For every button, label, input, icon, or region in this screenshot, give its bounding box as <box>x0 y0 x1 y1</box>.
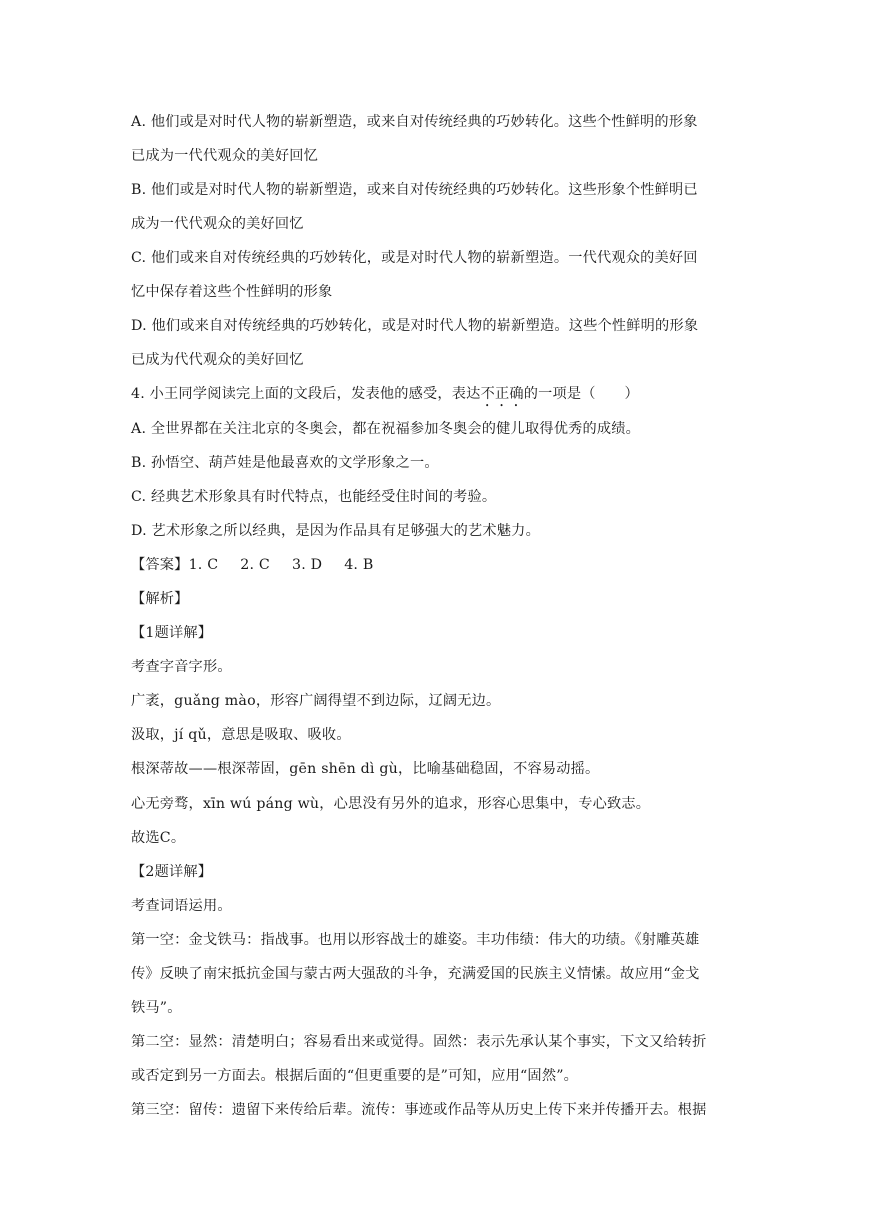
question-4-stem-post: 的一项是（ ） <box>523 386 639 402</box>
option-3c-line2: 忆中保存着这些个性鲜明的形象 <box>131 284 333 300</box>
question-4-stem-pre: 4. 小王同学阅读完上面的文段后，发表他的感受，表达 <box>131 386 481 402</box>
option-3c-line1: C. 他们或来自对传统经典的巧妙转化，或是对时代人物的崭新塑造。一代代观众的美好回 <box>131 250 698 266</box>
option-3a-line2: 已成为一代代观众的美好回忆 <box>131 148 319 164</box>
q2-line3: 传》反映了南宋抵抗金国与蒙古两大强敌的斗争，充满爱国的民族主义情愫。故应用“金戈 <box>131 966 700 982</box>
option-4d: D. 艺术形象之所以经典，是因为作品具有足够强大的艺术魅力。 <box>131 523 540 539</box>
answer-4: 4. B <box>344 557 374 573</box>
q1-line5: 心无旁骛，xīn wú páng wù，心思没有另外的追求，形容心思集中，专心致志。 <box>131 796 651 812</box>
q1-line4: 根深蒂故——根深蒂固，gēn shēn dì gù，比喻基础稳固，不容易动摇。 <box>131 761 600 777</box>
option-3b-line1: B. 他们或是对时代人物的崭新塑造，或来自对传统经典的巧妙转化。这些形象个性鲜明已 <box>131 182 698 198</box>
q2-line4: 铁马”。 <box>131 1000 182 1016</box>
option-4c: C. 经典艺术形象具有时代特点，也能经受住时间的考验。 <box>131 489 497 505</box>
q1-line1: 考查字音字形。 <box>131 659 232 675</box>
q2-line1: 考查词语运用。 <box>131 898 232 914</box>
q2-line7: 第三空：留传：遗留下来传给后辈。流传：事迹或作品等从历史上传下来并传播开去。根据 <box>131 1102 707 1118</box>
option-3d-line1: D. 他们或来自对传统经典的巧妙转化，或是对时代人物的崭新塑造。这些个性鲜明的形象 <box>131 318 699 334</box>
option-3a-line1: A. 他们或是对时代人物的崭新塑造，或来自对传统经典的巧妙转化。这些个性鲜明的形象 <box>131 114 698 130</box>
answer-tag: 【答案】 <box>131 557 189 573</box>
answer-2: 2. C <box>240 557 270 573</box>
question-4-emphasis: 不正确 <box>480 386 524 402</box>
q1-heading: 【1题详解】 <box>131 625 213 641</box>
option-4b: B. 孙悟空、葫芦娃是他最喜欢的文学形象之一。 <box>131 455 439 471</box>
question-4-stem <box>131 384 639 410</box>
option-3b-line2: 成为一代代观众的美好回忆 <box>131 216 304 232</box>
q2-heading: 【2题详解】 <box>131 864 213 880</box>
q1-line3: 汲取，jí qǔ，意思是吸取、吸收。 <box>131 727 351 743</box>
option-3d-line2: 已成为代代观众的美好回忆 <box>131 352 304 368</box>
q1-line2: 广袤，guǎng mào，形容广阔得望不到边际，辽阔无边。 <box>131 693 501 709</box>
answer-3: 3. D <box>291 557 323 573</box>
q2-line5: 第二空：显然：清楚明白；容易看出来或觉得。固然：表示先承认某个事实，下文又给转折 <box>131 1034 707 1050</box>
option-4a: A. 全世界都在关注北京的冬奥会，都在祝福参加冬奥会的健儿取得优秀的成绩。 <box>131 421 641 437</box>
q1-line6: 故选C。 <box>131 830 186 846</box>
q2-line2: 第一空：金戈铁马：指战事。也用以形容战士的雄姿。丰功伟绩：伟大的功绩。《射雕英雄 <box>131 932 700 948</box>
answer-1: 1. C <box>188 557 219 573</box>
answer-line <box>131 555 373 575</box>
q2-line6: 或否定到另一方面去。根据后面的“但更重要的是”可知，应用“固然”。 <box>131 1068 579 1084</box>
analysis-tag: 【解析】 <box>131 591 189 607</box>
